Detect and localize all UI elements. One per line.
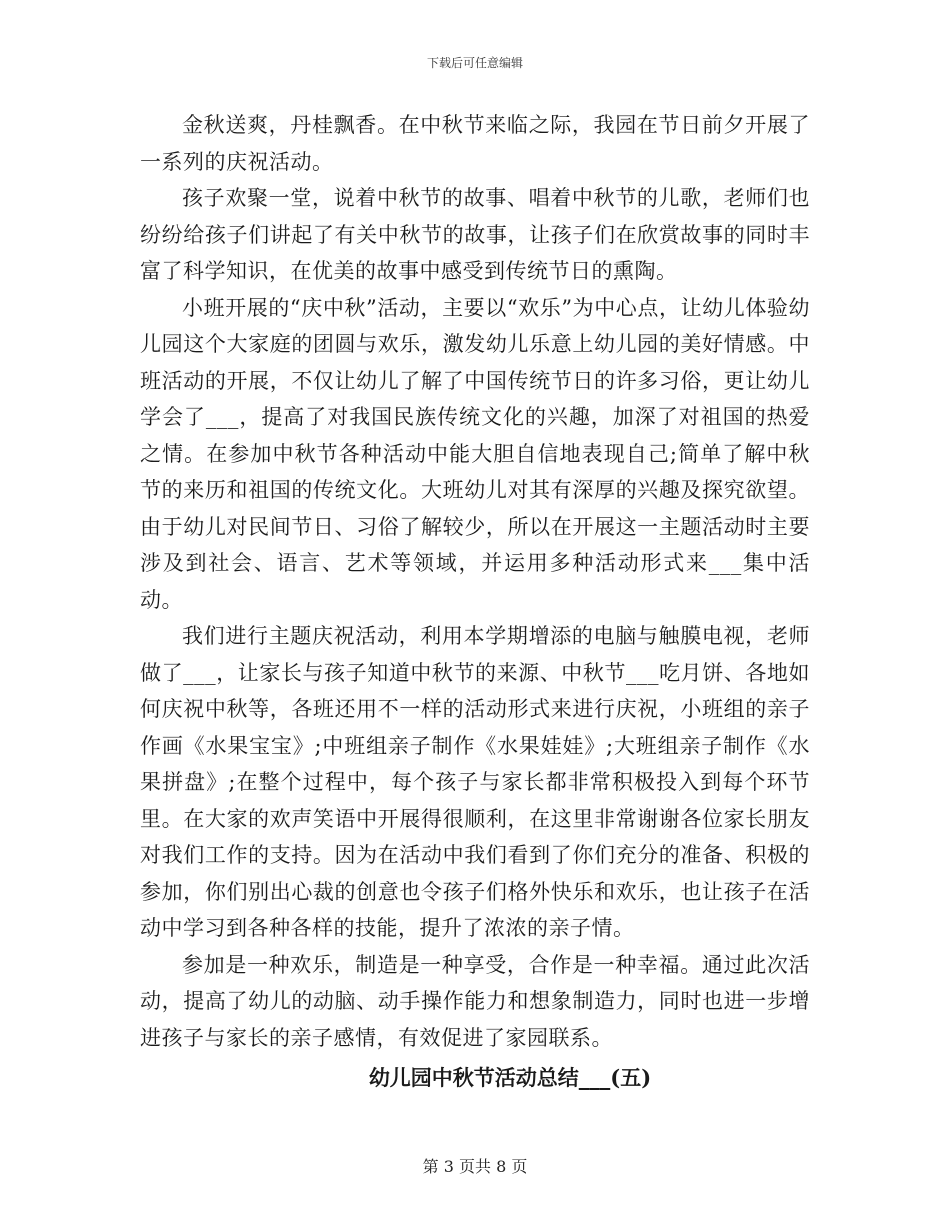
paragraph-2: 孩子欢聚一堂，说着中秋节的故事、唱着中秋节的儿歌，老师们也纷纷给孩子们讲起了有关中秋节的故事，让孩子们在欣赏故事的同时丰富了科学知识，在优美的故事中感受到传统节日的熏陶。 (140, 186, 810, 283)
section-title: 幼儿园中秋节活动总结___(五) (368, 1065, 652, 1090)
paragraph-5: 参加是一种欢乐，制造是一种享受，合作是一种幸福。通过此次活动，提高了幼儿的动脑、动手操作能力和想象制造力，同时也进一步增进孩子与家长的亲子感情，有效促进了家园联系。 (140, 952, 810, 1050)
page-number: 第 3 页共 8 页 (422, 1157, 528, 1176)
header-note: 下载后可任意编辑 (426, 56, 523, 70)
document-body (140, 107, 810, 1096)
paragraph-3: 小班开展的“庆中秋”活动，主要以“欢乐”为中心点，让幼儿体验幼儿园这个大家庭的团圆与欢乐，激发幼儿乐意上幼儿园的美好情感。中班活动的开展，不仅让幼儿了解了中国传统节日的许多习俗，更让幼儿学会了___，提高了对我国民族传统文化的兴趣，加深了对祖国的热爱之情。在参加中秋节各种活动中能大胆自信地表现自己;简单了解中秋节的来历和祖国的传统文化。大班幼儿对其有深厚的兴趣及探究欲望。由于幼儿对民间节日、习俗了解较少，所以在开展这一主题活动时主要涉及到社会、语言、艺术等领域，并运用多种活动形式来___集中活动。 (140, 295, 810, 612)
paragraph-1: 金秋送爽，丹桂飘香。在中秋节来临之际，我园在节日前夕开展了一系列的庆祝活动。 (140, 113, 810, 174)
paragraph-4: 我们进行主题庆祝活动，利用本学期增添的电脑与触膜电视，老师做了___，让家长与孩子知道中秋节的来源、中秋节___吃月饼、各地如何庆祝中秋等，各班还用不一样的活动形式来进行庆祝，小班组的亲子作画《水果宝宝》;中班组亲子制作《水果娃娃》;大班组亲子制作《水果拼盘》;在整个过程中，每个孩子与家长都非常积极投入到每个环节里。在大家的欢声笑语中开展得很顺利，在这里非常谢谢各位家长朋友对我们工作的支持。因为在活动中我们看到了你们充分的准备、积极的参加，你们别出心裁的创意也令孩子们格外快乐和欢乐，也让孩子在活动中学习到各种各样的技能，提升了浓浓的亲子情。 (140, 624, 810, 940)
